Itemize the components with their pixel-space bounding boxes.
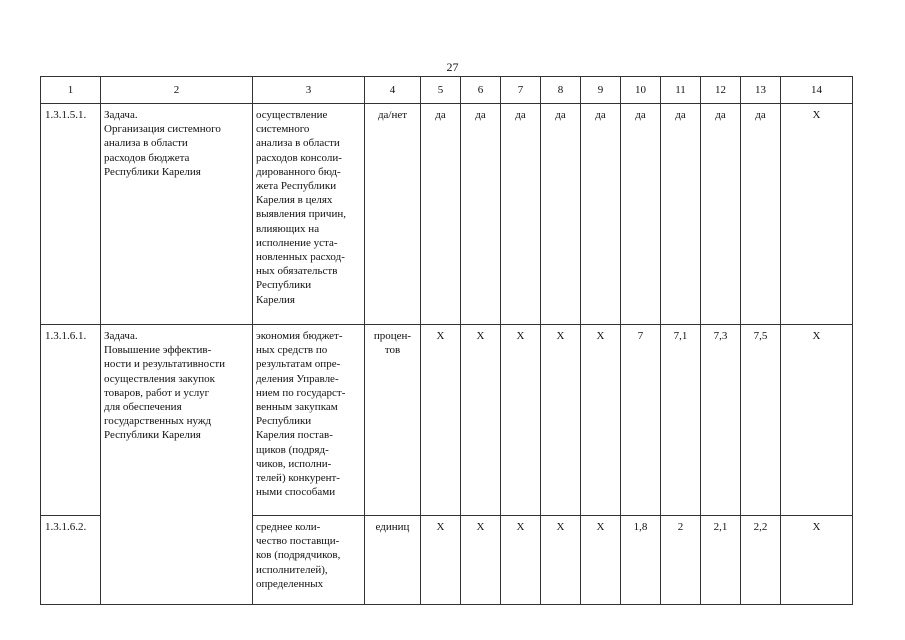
header-cell: 12 [701,77,741,104]
header-cell: 14 [781,77,853,104]
table-row [41,325,853,516]
value-cell: Х [501,325,541,516]
value-cell: 7 [621,325,661,516]
header-cell: 1 [41,77,101,104]
table-row [41,104,853,325]
header-cell: 9 [581,77,621,104]
row-indicator: экономия бюджет- ных средств по результатам опре- деления Управле- нием по государст- венным закупкам Республики Карелия постав- щиков (подряд- чиков, исполни- телей) конкурент- ными способами [253,325,365,516]
value-cell: 7,5 [741,325,781,516]
value-cell: да [581,104,621,325]
row-code: 1.3.1.6.1. [41,325,101,516]
value-cell: да [501,104,541,325]
value-cell: Х [541,325,581,516]
value-cell: да [701,104,741,325]
header-cell: 13 [741,77,781,104]
header-cell: 7 [501,77,541,104]
value-cell: Х [501,516,541,605]
row-indicator: осуществление системного анализа в области расходов консоли- дированного бюд- жета Республики Карелия в целях выявления причин, влияющих на исполнение уста- новленных расход- ных обязательств Республики Карелия [253,104,365,325]
value-cell: 2,1 [701,516,741,605]
value-cell: Х [581,516,621,605]
value-cell: 7,3 [701,325,741,516]
value-cell: Х [781,104,853,325]
header-cell: 6 [461,77,501,104]
header-cell: 5 [421,77,461,104]
header-cell: 2 [101,77,253,104]
value-cell: 2 [661,516,701,605]
row-task: Задача. Организация системного анализа в области расходов бюджета Республики Карелия [101,104,253,325]
row-unit: да/нет [365,104,421,325]
row-unit: процен- тов [365,325,421,516]
header-cell: 8 [541,77,581,104]
value-cell: 2,2 [741,516,781,605]
value-cell: да [661,104,701,325]
header-cell: 3 [253,77,365,104]
indicators-table [40,76,853,605]
page-number: 27 [446,60,459,74]
value-cell: да [421,104,461,325]
value-cell: Х [461,516,501,605]
header-cell: 11 [661,77,701,104]
value-cell: Х [581,325,621,516]
value-cell: да [461,104,501,325]
row-task: Задача. Повышение эффектив- ности и результативности осуществления закупок товаров, работ и услуг для обеспечения государственных нужд Республики Карелия [101,325,253,605]
value-cell: Х [461,325,501,516]
value-cell: Х [781,516,853,605]
row-unit: единиц [365,516,421,605]
header-cell: 4 [365,77,421,104]
value-cell: да [541,104,581,325]
value-cell: да [741,104,781,325]
value-cell: Х [781,325,853,516]
row-code: 1.3.1.5.1. [41,104,101,325]
value-cell: Х [421,516,461,605]
value-cell: да [621,104,661,325]
value-cell: 1,8 [621,516,661,605]
header-row [41,77,853,104]
row-code: 1.3.1.6.2. [41,516,101,605]
value-cell: Х [541,516,581,605]
header-cell: 10 [621,77,661,104]
value-cell: 7,1 [661,325,701,516]
row-indicator: среднее коли- чество поставщи- ков (подрядчиков, исполнителей), определенных [253,516,365,605]
value-cell: Х [421,325,461,516]
